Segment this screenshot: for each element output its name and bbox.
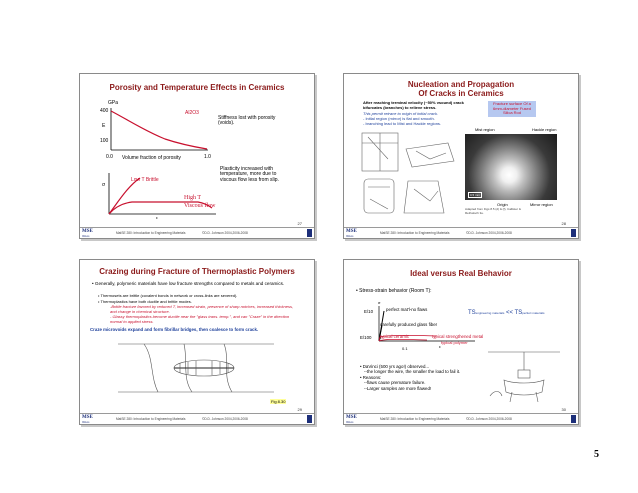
perfect-label: perfect mat'l-no flaws [386, 307, 428, 312]
epsilon-label: ε [439, 344, 441, 349]
x-tick-01: 0.1 [402, 346, 408, 351]
scale-bar: 0.5 mm [470, 193, 481, 197]
illinois-logo [307, 229, 312, 237]
e10-label: E/10 [364, 309, 374, 314]
mse-logo: MSE Illinois [82, 415, 93, 424]
crack-bullet-2: - branching lead to Mist and Hackle regions. [363, 121, 442, 126]
craze-definition: Craze microvoids expand and form fibrillar bridges, then coalesce to form crack. [90, 327, 259, 332]
low-t-label: Low T Brittle [131, 177, 159, 183]
illinois-logo [307, 415, 312, 423]
slide-number: 30 [561, 407, 566, 412]
metal-label: typical strengthened metal [432, 334, 484, 339]
slide-crack-nucleation [343, 73, 579, 239]
mse-logo: MSE Illinois [346, 229, 357, 238]
glassy-thermoplastic-note: - Glassy thermoplastics become ductile near the "glass trans. temp.", and can "Craze" in the direction normal to applied stress. [110, 314, 290, 324]
y-tick-100: 100 [100, 138, 109, 144]
viscous-flow-label: Viscous flow [184, 203, 216, 209]
high-t-label: High T [184, 195, 202, 201]
brittle-fracture-note: -Brittle fracture favored by reduced T, increased strain, presence of sharp notches, increased thickness, and change in chemical structure. [110, 304, 294, 314]
sigma-label: σ [102, 182, 106, 188]
temperature-curve-chart [108, 172, 218, 216]
x-tick-1: 1.0 [204, 154, 211, 160]
mirror-region-label: Mirror region [530, 202, 553, 207]
slide-footer [80, 413, 314, 424]
polymer-bullet: • Generally, polymeric materials have low fracture strengths compared to metals and ceramics. [92, 281, 285, 286]
x-tick-0: 0.0 [106, 154, 113, 160]
y-axis-e: E [102, 123, 106, 129]
slide-number: 28 [561, 221, 566, 226]
origin-label: Origin [497, 202, 508, 207]
slide-title: Crazing during Fracture of Thermoplastic Polymers [99, 267, 295, 276]
plasticity-note: Plasticity increased with temperature, more due to viscous flow less from slip. [220, 166, 279, 183]
thermoset-bullet: • Thermosets are brittle (covalent bonds in network or cross-links are severed). [98, 293, 238, 298]
mist-region-label: Mist region [475, 127, 495, 132]
crack-intro: After reaching terminal velocity (~50% vsound) crack bifurcates (branches) to relieve stress. [363, 100, 464, 110]
illinois-logo [571, 415, 576, 423]
y-tick-400: 400 [100, 108, 109, 114]
figure-ref: Fig 8.30 [271, 399, 286, 404]
slide-subtitle: Of Cracks in Ceramics [418, 89, 504, 98]
slide-footer [344, 227, 578, 238]
material-label: Al2O3 [185, 110, 199, 116]
crack-retrace: This permit retrace to origin of initial crack. [363, 111, 439, 116]
thermoplastic-bullet: • Thermoplastics have both ductile and brittle modes. [98, 299, 192, 304]
davinci-sketch [484, 346, 564, 404]
illinois-logo [571, 229, 576, 237]
slide-number: 27 [297, 221, 302, 226]
x-label: Volume fraction of porosity [122, 155, 181, 161]
davinci-note: • DaVinci (500 yrs ago!) observed... --the longer the wire, the smaller the load to fail it. • Reasons: --flaws cause premature failure. --Larger samples are more flawed! [360, 364, 461, 391]
adapted-note: Adapted from Figs 8.5 (d) & (f), Callister & Rethwisch 3e. [465, 207, 521, 215]
slide-title: Porosity and Temperature Effects in Ceramics [109, 83, 285, 92]
ceramic-label: typical ceramic [380, 334, 410, 339]
stress-strain-bullet: • Stress-strain behavior (Room T): [356, 288, 432, 294]
crack-diagrams [358, 129, 458, 219]
slide-title: Ideal versus Real Behavior [410, 269, 512, 278]
fracture-surface-box: Fracture surface Of a 6mm-diameter Fused Silica Rod [488, 101, 536, 117]
copyright: ©D.D. Johnson 2004,2006-2008 [202, 417, 248, 421]
slide-ideal-vs-real [343, 259, 579, 425]
mse-logo: MSE Illinois [82, 229, 93, 238]
slide-title: Nucleation and Propagation [407, 80, 515, 89]
slide-crazing [79, 259, 315, 425]
course-label: MatSE 280: Introduction to Engineering Materials [380, 417, 450, 421]
stiffness-note: Stiffness lost with porosity (voids). [218, 115, 276, 127]
slide-number: 29 [297, 407, 302, 412]
copyright: ©D.D. Johnson 2004,2006-2008 [466, 231, 512, 235]
polymer-label: typical polymer [441, 340, 468, 345]
epsilon-label: ε [156, 215, 158, 220]
slide-footer [80, 227, 314, 238]
crack-bullet-1: - Initial region (mirror) is flat and smooth. [363, 116, 435, 121]
slide-porosity [79, 73, 315, 239]
course-label: MatSE 280: Introduction to Engineering Materials [116, 417, 186, 421]
fracture-photo [465, 134, 557, 200]
hackle-region-label: Hackle region [532, 127, 557, 132]
ts-comparison: TSengineering materials << TSperfect materials [468, 310, 545, 316]
craze-diagram [114, 336, 284, 398]
mse-logo: MSE Illinois [346, 415, 357, 424]
copyright: ©D.D. Johnson 2004,2006-2008 [466, 417, 512, 421]
page-number: 5 [594, 449, 599, 460]
carefully-label: carefully produced glass fiber [380, 322, 438, 327]
course-label: MatSE 280: Introduction to Engineering Materials [380, 231, 450, 235]
y-unit-label: GPa [108, 100, 119, 106]
slide-footer [344, 413, 578, 424]
course-label: MatSE 280: Introduction to Engineering Materials [116, 231, 186, 235]
sigma-label: σ [378, 300, 381, 305]
e100-label: E/100 [360, 335, 372, 340]
copyright: ©D.D. Johnson 2004,2006-2008 [202, 231, 248, 235]
